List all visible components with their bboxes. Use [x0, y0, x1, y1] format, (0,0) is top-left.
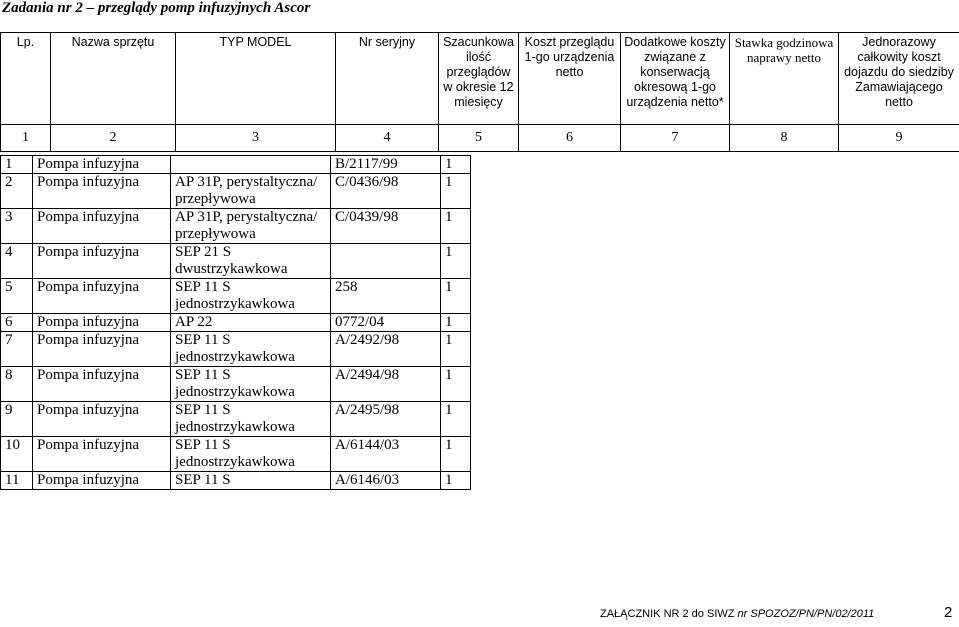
row-quantity: 1 [441, 156, 471, 174]
header-model: TYP MODEL [176, 33, 336, 125]
table-row [1, 156, 471, 174]
table-row [1, 437, 471, 472]
table-row [1, 314, 471, 332]
row-model: SEP 11 S jednostrzykawkowa [171, 402, 331, 437]
row-lp: 10 [1, 437, 33, 472]
row-serial: C/0436/98 [331, 174, 441, 209]
row-lp: 7 [1, 332, 33, 367]
header-lp: Lp. [1, 33, 51, 125]
row-serial: B/2117/99 [331, 156, 441, 174]
column-number: 9 [839, 125, 959, 152]
header-inspection-cost: Koszt przeglądu 1-go urządzenia netto [519, 33, 621, 125]
row-name: Pompa infuzyjna [33, 174, 171, 209]
row-model: SEP 21 S dwustrzykawkowa [171, 244, 331, 279]
row-quantity: 1 [441, 279, 471, 314]
header-quantity: Szacunkowa ilość przeglądów w okresie 12 miesięcy [439, 33, 519, 125]
row-lp: 8 [1, 367, 33, 402]
row-lp: 2 [1, 174, 33, 209]
column-number: 3 [176, 125, 336, 152]
column-number-row [1, 125, 959, 152]
row-name: Pompa infuzyjna [33, 332, 171, 367]
row-name: Pompa infuzyjna [33, 279, 171, 314]
row-model: AP 31P, perystaltyczna/ przepływowa [171, 174, 331, 209]
header-name: Nazwa sprzętu [51, 33, 176, 125]
column-number: 2 [51, 125, 176, 152]
column-number: 8 [730, 125, 839, 152]
table-header-row [1, 33, 959, 125]
row-model: SEP 11 S jednostrzykawkowa [171, 437, 331, 472]
footer-prefix: ZAŁĄCZNIK NR 2 do SIWZ [600, 608, 738, 620]
row-serial [331, 244, 441, 279]
header-travel-cost: Jednorazowy całkowity koszt dojazdu do siedziby Zamawiającego netto [839, 33, 959, 125]
row-serial: 0772/04 [331, 314, 441, 332]
row-lp: 1 [1, 156, 33, 174]
row-model: SEP 11 S [171, 472, 331, 490]
row-serial: A/2494/98 [331, 367, 441, 402]
row-lp: 11 [1, 472, 33, 490]
row-name: Pompa infuzyjna [33, 472, 171, 490]
row-quantity: 1 [441, 209, 471, 244]
row-model: SEP 11 S jednostrzykawkowa [171, 367, 331, 402]
row-name: Pompa infuzyjna [33, 244, 171, 279]
header-hourly-rate: Stawka godzinowa naprawy netto [730, 33, 839, 125]
row-quantity: 1 [441, 314, 471, 332]
row-quantity: 1 [441, 332, 471, 367]
row-model: AP 31P, perystaltyczna/ przepływowa [171, 209, 331, 244]
row-model: SEP 11 S jednostrzykawkowa [171, 279, 331, 314]
column-number: 6 [519, 125, 621, 152]
row-serial: A/2492/98 [331, 332, 441, 367]
row-name: Pompa infuzyjna [33, 367, 171, 402]
table-row [1, 174, 471, 209]
row-quantity: 1 [441, 174, 471, 209]
row-lp: 4 [1, 244, 33, 279]
page-number: 2 [944, 604, 953, 621]
row-quantity: 1 [441, 244, 471, 279]
table-row [1, 279, 471, 314]
row-serial: A/6146/03 [331, 472, 441, 490]
row-serial: A/2495/98 [331, 402, 441, 437]
document-title: Zadania nr 2 – przeglądy pomp infuzyjnych Ascor [2, 0, 311, 16]
row-name: Pompa infuzyjna [33, 402, 171, 437]
row-quantity: 1 [441, 472, 471, 490]
header-serial: Nr seryjny [336, 33, 439, 125]
row-name: Pompa infuzyjna [33, 314, 171, 332]
column-number: 4 [336, 125, 439, 152]
table-row [1, 402, 471, 437]
row-lp: 3 [1, 209, 33, 244]
table-row [1, 367, 471, 402]
row-model: SEP 11 S jednostrzykawkowa [171, 332, 331, 367]
footer-attachment-note [600, 608, 874, 620]
table-row [1, 332, 471, 367]
row-name: Pompa infuzyjna [33, 156, 171, 174]
row-quantity: 1 [441, 402, 471, 437]
column-number: 5 [439, 125, 519, 152]
table-row [1, 209, 471, 244]
row-lp: 9 [1, 402, 33, 437]
row-lp: 6 [1, 314, 33, 332]
column-number: 1 [1, 125, 51, 152]
row-serial: C/0439/98 [331, 209, 441, 244]
row-model: AP 22 [171, 314, 331, 332]
row-quantity: 1 [441, 367, 471, 402]
row-serial: 258 [331, 279, 441, 314]
row-lp: 5 [1, 279, 33, 314]
footer-code: nr SPOZOZ/PN/PN/02/2011 [737, 608, 875, 620]
header-additional-cost: Dodatkowe koszty związane z konserwacją okresową 1-go urządzenia netto* [621, 33, 730, 125]
table-row [1, 472, 471, 490]
row-name: Pompa infuzyjna [33, 437, 171, 472]
column-number: 7 [621, 125, 730, 152]
pricing-table [0, 32, 959, 152]
equipment-list [0, 155, 470, 490]
row-quantity: 1 [441, 437, 471, 472]
table-row [1, 244, 471, 279]
row-serial: A/6144/03 [331, 437, 441, 472]
row-name: Pompa infuzyjna [33, 209, 171, 244]
row-model [171, 156, 331, 174]
